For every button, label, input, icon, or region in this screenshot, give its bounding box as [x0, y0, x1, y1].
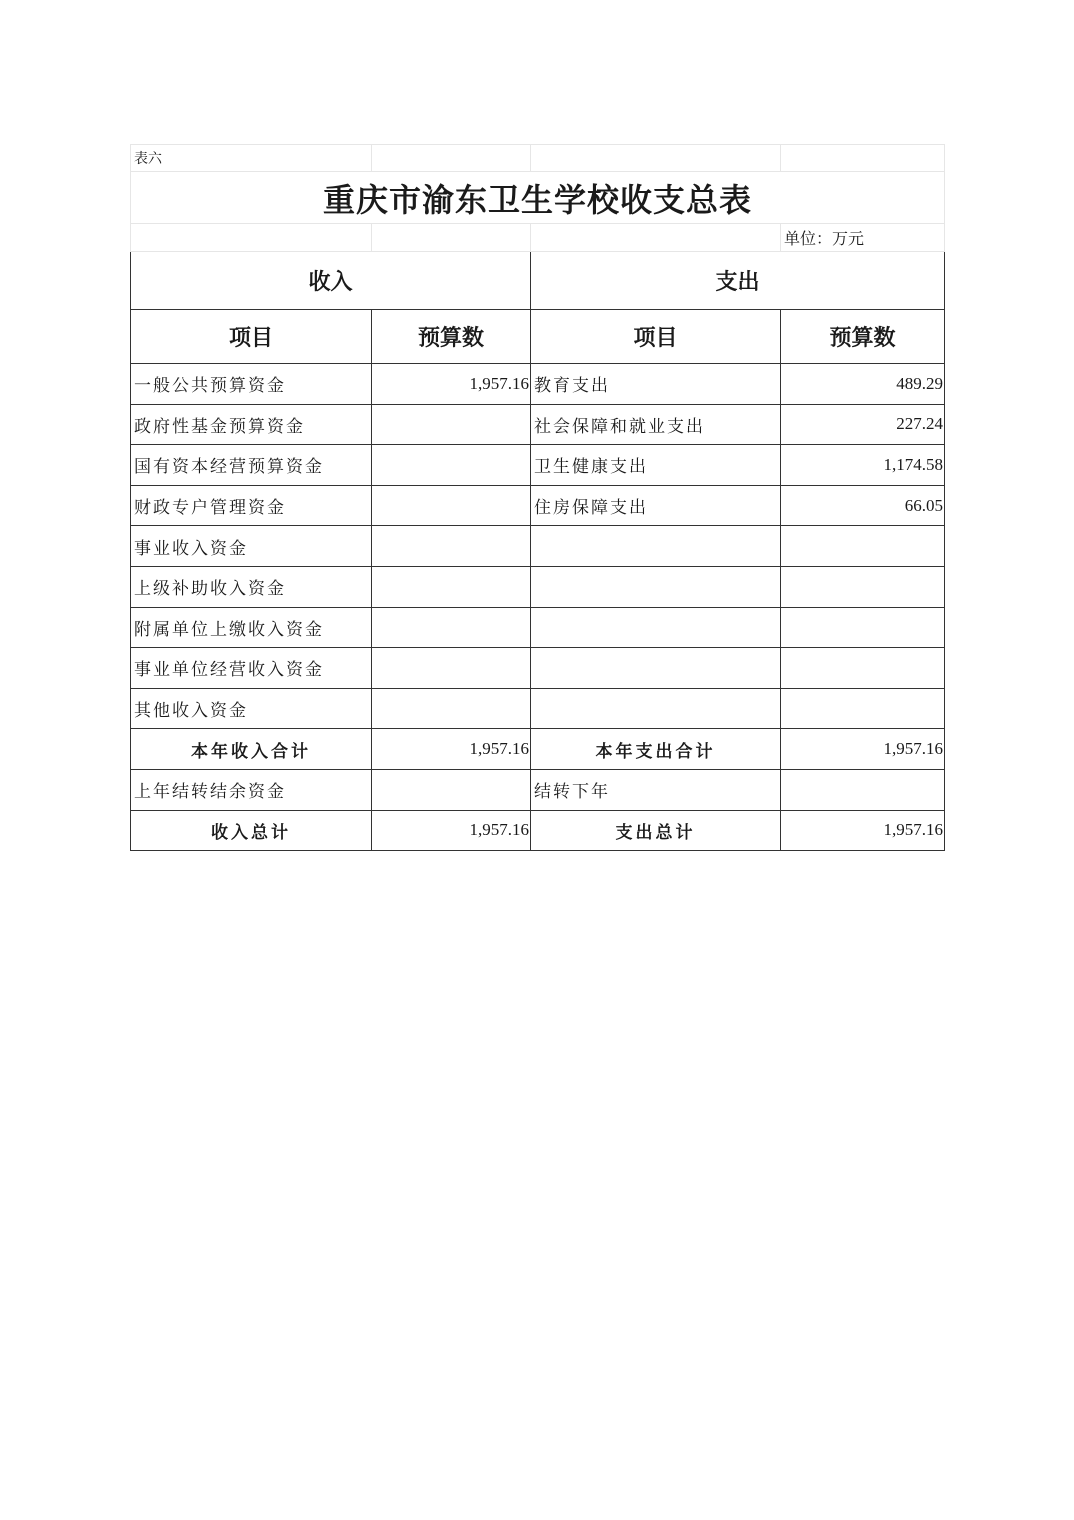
table-row: [131, 526, 945, 567]
expense-value-cell: [781, 769, 945, 810]
income-item-cell: 一般公共预算资金: [131, 364, 372, 405]
expense-value-cell: [781, 526, 945, 567]
expense-item-cell: 本年支出合计: [531, 729, 781, 770]
income-value-cell: [372, 526, 531, 567]
income-item-cell: 事业单位经营收入资金: [131, 648, 372, 689]
income-item-cell: 政府性基金预算资金: [131, 404, 372, 445]
income-value-cell: [372, 607, 531, 648]
expense-item-cell: [531, 566, 781, 607]
table-row: [131, 607, 945, 648]
expense-budget-column-header: 预算数: [781, 310, 945, 364]
expense-value-cell: 227.24: [781, 404, 945, 445]
total-row: [131, 729, 945, 770]
income-item-cell: 上级补助收入资金: [131, 566, 372, 607]
income-value-cell: [372, 566, 531, 607]
income-value-cell: 1,957.16: [372, 810, 531, 851]
expense-value-cell: [781, 607, 945, 648]
expense-value-cell: [781, 648, 945, 689]
income-budget-column-header: 预算数: [372, 310, 531, 364]
income-item-cell: 附属单位上缴收入资金: [131, 607, 372, 648]
income-value-cell: [372, 404, 531, 445]
income-value-cell: [372, 445, 531, 486]
page-title: 重庆市渝东卫生学校收支总表: [131, 172, 945, 224]
income-item-cell: 其他收入资金: [131, 688, 372, 729]
unit-label: 单位：万元: [781, 224, 945, 252]
income-value-cell: 1,957.16: [372, 729, 531, 770]
table-row: [131, 364, 945, 405]
expense-item-cell: 社会保障和就业支出: [531, 404, 781, 445]
expense-item-cell: 结转下年: [531, 769, 781, 810]
table-label: 表六: [131, 145, 372, 172]
income-item-column-header: 项目: [131, 310, 372, 364]
table-row: [131, 566, 945, 607]
unit-row: [131, 224, 945, 252]
table-row: [131, 688, 945, 729]
empty-cell: [531, 145, 781, 172]
income-expense-summary-table: [130, 144, 945, 851]
expense-value-cell: 66.05: [781, 485, 945, 526]
income-item-cell: 国有资本经营预算资金: [131, 445, 372, 486]
expense-value-cell: [781, 566, 945, 607]
income-item-cell: 收入总计: [131, 810, 372, 851]
expense-value-cell: 1,957.16: [781, 729, 945, 770]
empty-cell: [131, 224, 372, 252]
expense-item-cell: 教育支出: [531, 364, 781, 405]
table-row: [131, 445, 945, 486]
expense-item-cell: [531, 688, 781, 729]
income-value-cell: 1,957.16: [372, 364, 531, 405]
table-row: [131, 769, 945, 810]
expense-item-cell: [531, 526, 781, 567]
title-row: [131, 172, 945, 224]
income-value-cell: [372, 485, 531, 526]
income-item-cell: 上年结转结余资金: [131, 769, 372, 810]
expense-item-cell: 卫生健康支出: [531, 445, 781, 486]
expense-item-cell: [531, 648, 781, 689]
expense-value-cell: [781, 688, 945, 729]
empty-cell: [372, 145, 531, 172]
empty-cell: [372, 224, 531, 252]
expense-item-cell: [531, 607, 781, 648]
total-row: [131, 810, 945, 851]
section-header-row: [131, 252, 945, 310]
expense-value-cell: 1,174.58: [781, 445, 945, 486]
table-row: [131, 404, 945, 445]
expense-item-column-header: 项目: [531, 310, 781, 364]
table-row: [131, 648, 945, 689]
empty-cell: [531, 224, 781, 252]
income-value-cell: [372, 648, 531, 689]
income-item-cell: 财政专户管理资金: [131, 485, 372, 526]
expense-value-cell: 1,957.16: [781, 810, 945, 851]
column-header-row: [131, 310, 945, 364]
expense-item-cell: 住房保障支出: [531, 485, 781, 526]
income-value-cell: [372, 769, 531, 810]
income-section-header: 收入: [131, 252, 531, 310]
income-item-cell: 本年收入合计: [131, 729, 372, 770]
income-item-cell: 事业收入资金: [131, 526, 372, 567]
income-value-cell: [372, 688, 531, 729]
table-row: [131, 485, 945, 526]
expense-section-header: 支出: [531, 252, 945, 310]
expense-item-cell: 支出总计: [531, 810, 781, 851]
table-label-row: [131, 145, 945, 172]
expense-value-cell: 489.29: [781, 364, 945, 405]
empty-cell: [781, 145, 945, 172]
